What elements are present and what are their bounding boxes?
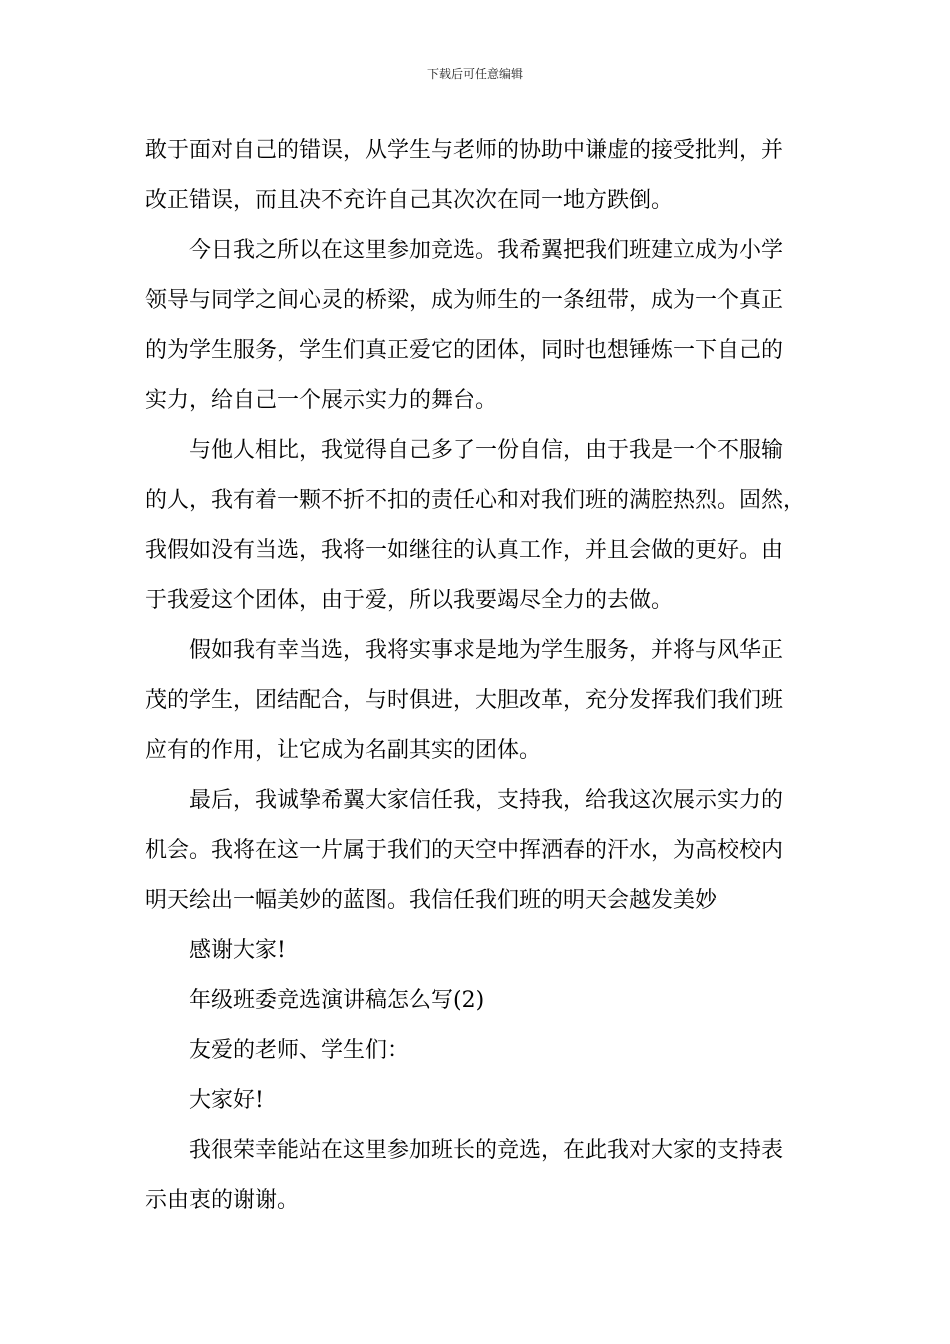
text-line: 实力，给自己一个展示实力的舞台。 — [145, 388, 498, 413]
text-line: 的人，我有着一颗不折不扣的责任心和对我们班的满腔热烈。固然， — [145, 488, 806, 513]
text-line: 明天绘出一幅美妙的蓝图。我信任我们班的明天会越发美妙 — [145, 888, 718, 913]
page-header: 下载后可任意编辑 — [426, 67, 523, 81]
text-line: 感谢大家! — [189, 938, 286, 963]
text-line: 机会。我将在这一片属于我们的天空中挥洒春的汗水，为高校校内 — [145, 838, 784, 863]
text-line: 茂的学生，团结配合，与时俱进，大胆改革，充分发挥我们我们班 — [145, 688, 784, 713]
text-line: 假如我有幸当选，我将实事求是地为学生服务，并将与风华正 — [189, 638, 784, 663]
text-line: 改正错误，而且决不充许自己其次次在同一地方跌倒。 — [145, 188, 674, 213]
text-line: 示由衷的谢谢。 — [145, 1188, 300, 1213]
salutation: 友爱的老师、学生们： — [189, 1038, 410, 1063]
text-line: 与他人相比，我觉得自己多了一份自信，由于我是一个不服输 — [189, 438, 784, 463]
text-line: 我假如没有当选，我将一如继往的认真工作，并且会做的更好。由 — [145, 538, 784, 563]
greeting: 大家好! — [189, 1088, 264, 1113]
text-line: 我很荣幸能站在这里参加班长的竞选，在此我对大家的支持表 — [189, 1138, 784, 1163]
section-title: 年级班委竞选演讲稿怎么写(2) — [189, 988, 485, 1013]
text-line: 于我爱这个团体，由于爱，所以我要竭尽全力的去做。 — [145, 588, 674, 613]
text-line: 今日我之所以在这里参加竞选。我希翼把我们班建立成为小学 — [189, 238, 784, 263]
text-line: 的为学生服务，学生们真正爱它的团体，同时也想锤炼一下自己的 — [145, 338, 784, 363]
text-line: 领导与同学之间心灵的桥梁，成为师生的一条纽带，成为一个真正 — [145, 288, 784, 313]
text-line: 应有的作用，让它成为名副其实的团体。 — [145, 738, 542, 763]
text-line: 最后，我诚挚希翼大家信任我，支持我，给我这次展示实力的 — [189, 788, 784, 813]
document-body — [145, 126, 805, 1226]
text-line: 敢于面对自己的错误，从学生与老师的协助中谦虚的接受批判，并 — [145, 138, 784, 163]
